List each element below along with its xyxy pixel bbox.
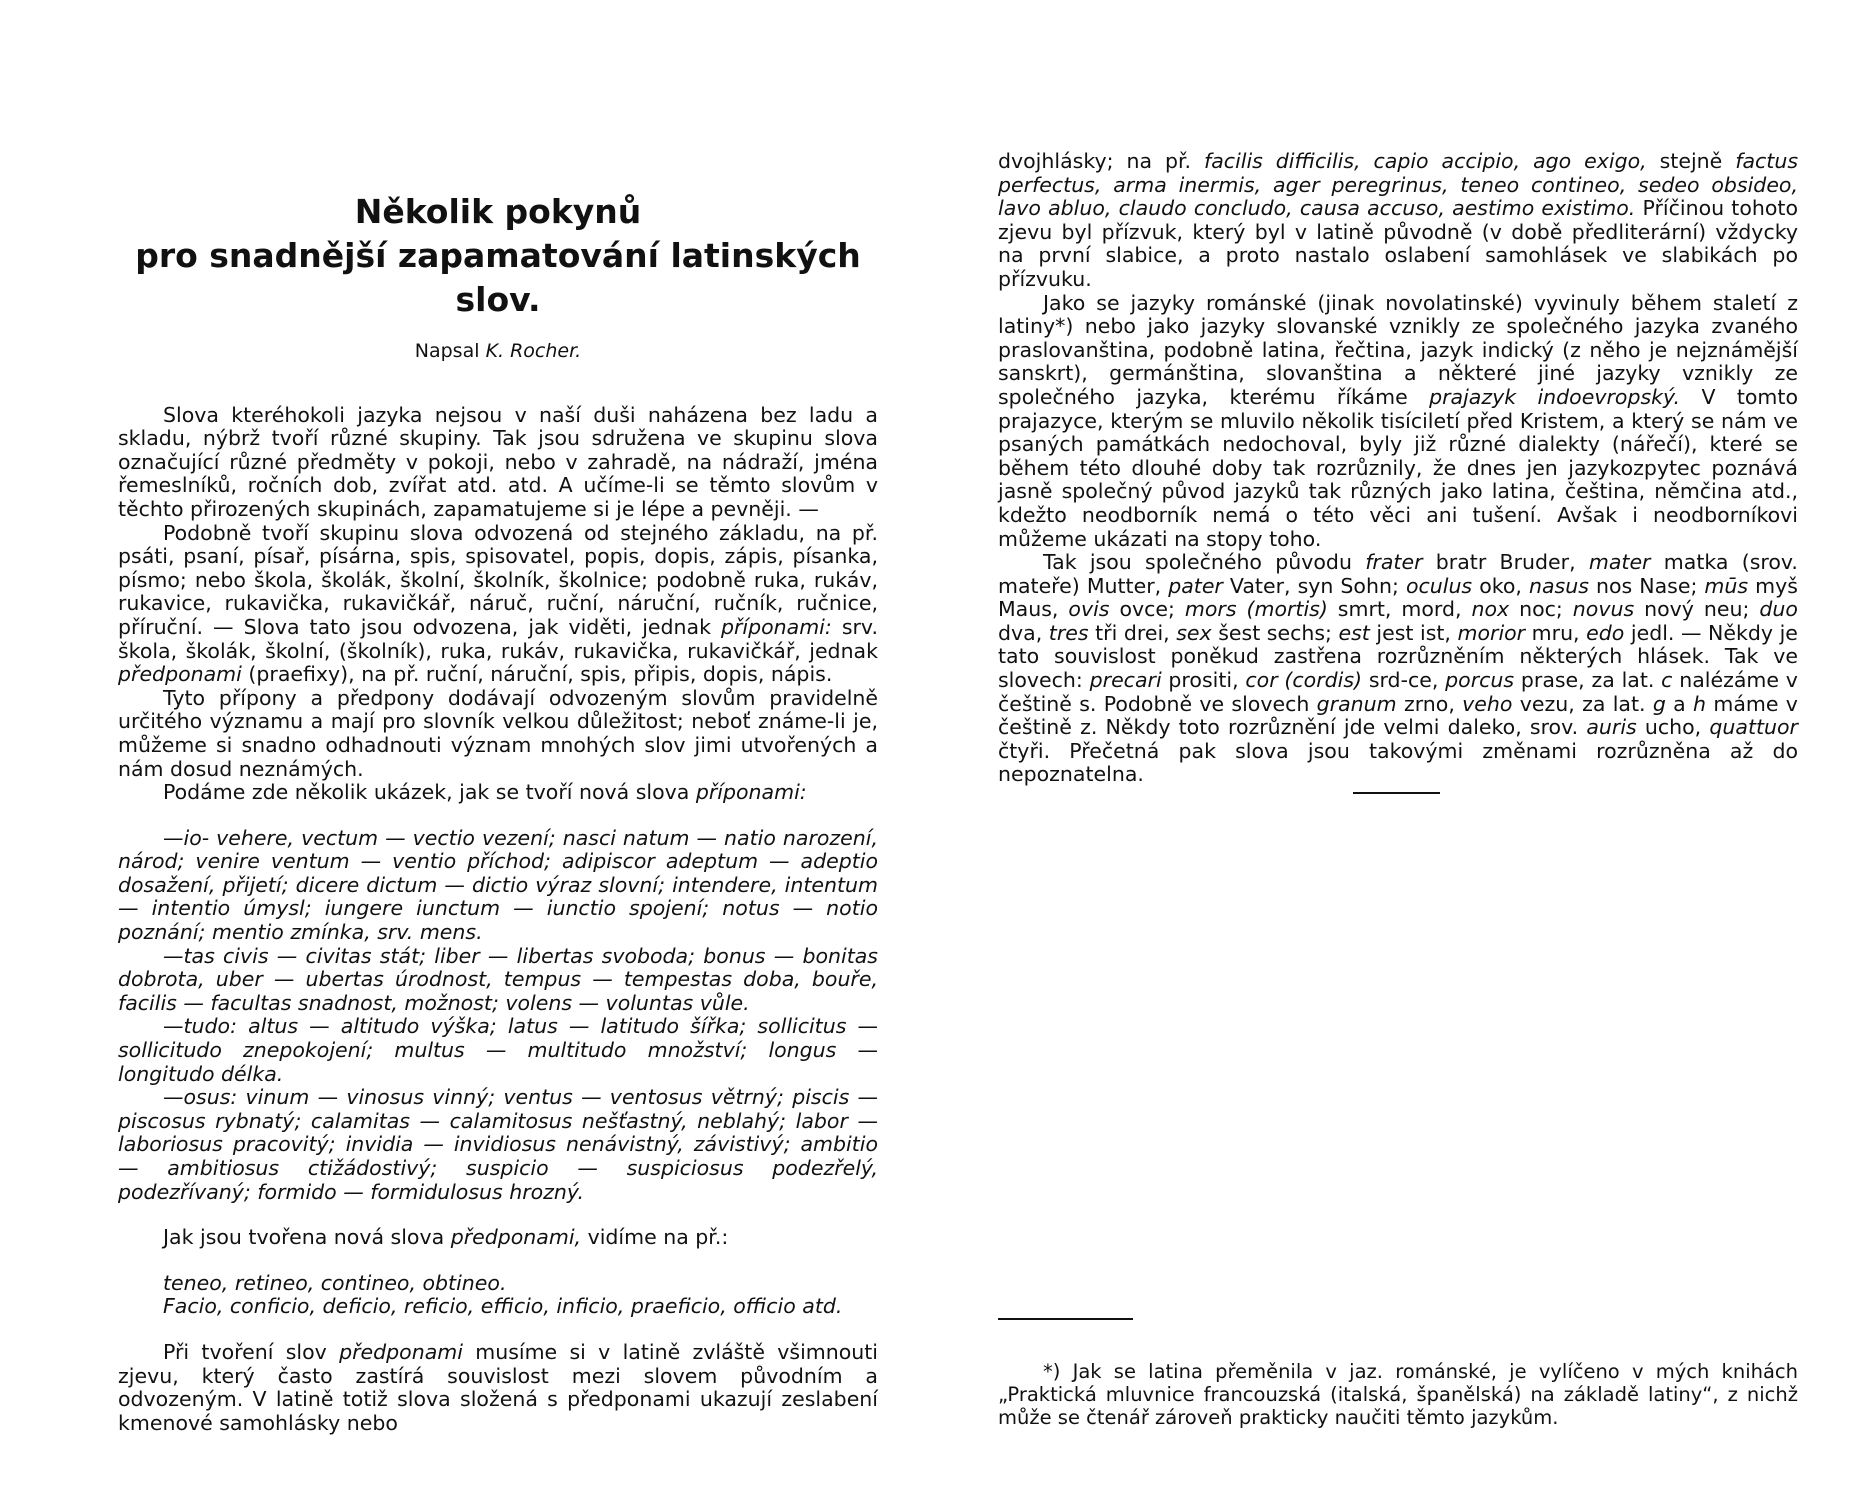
paragraph-3: Tyto přípony a předpony dodávají odvozeným slovům pravidelně určitého významu a mají pro slovník velkou důležitost; neboť známe-li je, můžeme si snadno odhadnouti význam mnohých slov jimi utvořených a nám dosud neznámých. (118, 685, 878, 781)
rp3-word: quattuor (1709, 715, 1798, 740)
paragraph-5-term: předponami (339, 1339, 463, 1364)
section-separator-rule (1353, 792, 1440, 794)
rp3-text: jest ist, (1376, 620, 1451, 645)
rp3-word: ovis (1068, 597, 1110, 622)
rp3-word: precari (1089, 668, 1162, 693)
rp3-word: edo (1586, 620, 1625, 645)
paragraph-4-term: příponami: (695, 780, 807, 805)
example-tas: —tas civis — civitas stát; liber — libertas svoboda; bonus — bonitas dobrota, uber — ubertas úrodnost, tempus — tempestas doba, bouře, facilis — facultas snadnost, možnost; volens — voluntas vůle. (118, 943, 878, 1015)
paragraph-2-text-c: (praefixy), na př. ruční, náruční, spis, připis, dopis, nápis. (248, 662, 833, 687)
title-line-1: Několik pokynů (354, 192, 642, 231)
right-paragraph-3 (998, 551, 1798, 787)
right-paragraph-2 (998, 292, 1798, 552)
rp3-text: šest sechs; (1218, 620, 1332, 645)
rp3-text: čtyři. Přečetná pak slova jsou takovými změnami rozrůzněna až do nepoznatelna. (998, 738, 1798, 787)
right-paragraph-1 (998, 150, 1798, 292)
rp3-text: máme v češtině z. Někdy toto rozrůznění jde velmi daleko, srov. (998, 691, 1798, 740)
rp3-word: est (1338, 620, 1370, 645)
rp3-word: sex (1176, 620, 1212, 645)
rp3-word: nasus (1529, 573, 1589, 598)
rp3-word: mūs (1704, 573, 1749, 598)
paragraph-2-text-a: Podobně tvoří skupinu slova odvozená od stejného základu, na př. psáti, psaní, písař, písárna, spis, spisovatel, popis, dopis, zápis, písanka, písmo; nebo škola, školák, školní, školník, školnice; podobně ruka, rukáv, rukavice, rukavička, rukavičkář, náruč, ruční, náruční, ručník, ručnice, příruční. — Slova tato jsou odvozena, jak viděti, jednak (118, 520, 878, 639)
rp3-text: zrno, (1403, 691, 1455, 716)
rp3-word: pater (1168, 573, 1223, 598)
rp3-word: c (1661, 668, 1673, 693)
rp3-word: nox (1471, 597, 1510, 622)
byline-prefix: Napsal (414, 340, 480, 362)
prefix-intro-text-b: vidíme na př.: (587, 1225, 729, 1250)
rp3-text: prase, za lat. (1520, 668, 1655, 693)
footnote: *) Jak se latina přeměnila v jaz. románské, je vylíčeno v mých knihách „Praktická mluvnice francouzská (italská, španělská) na základě latiny“, z nichž může se čtenář zároveň prakticky naučiti těmto jazykům. (998, 1359, 1798, 1429)
rp3-text: srd-ce, (1368, 668, 1439, 693)
prefix-example-2: Facio, conficio, deficio, reficio, efficio, inficio, praeficio, officio atd. (163, 1294, 843, 1319)
rp3-text: a (1673, 691, 1686, 716)
right-paragraph-1-text-a: dvojhlásky; na př. (998, 149, 1192, 173)
rp3-text: jedl. — Někdy je tato souvislost poněkud zastřena rozrůzněním některých hlásek. Tak ve slovech: (998, 620, 1798, 693)
example-tudo: —tudo: altus — altitudo výška; latus — latitudo šířka; sollicitus — sollicitudo znepokojení; multus — multitudo množství; longus — longitudo délka. (118, 1014, 878, 1086)
rp3-text: dva, (998, 620, 1043, 645)
right-paragraph-2-text-b: V tomto prajazyce, kterým se mluvilo několik tisíciletí před Kristem, a který se nám ve psaných památkách nedochoval, byly již různé dialekty (nářečí), které se během této dlouhé doby tak rozrůznily, že dnes jen jazykozpytec poznává jasně společný původ jazyků tak různých jako latina, čeština, němčina atd., kdežto neodborník nemá o této věci ani tušení. Avšak i neodborníkovi můžeme ukázati na stopy toho. (998, 384, 1798, 551)
rp3-word: mors (mortis) (1184, 597, 1328, 622)
prefix-intro-text-a: Jak jsou tvořena nová slova (163, 1225, 445, 1250)
prefix-example-1: teneo, retineo, contineo, obtineo. (163, 1270, 507, 1295)
paragraph-5-text-b: musíme si v latině zvláště všimnouti zjevu, který často zastírá souvislost mezi slovem původním a odvozeným. V latině totiž slova složená s předponami ukazují zeslabení kmenové samohlásky nebo (118, 1339, 878, 1435)
example-io: —io- vehere, vectum — vectio vezení; nasci natum — natio narození, národ; venire ventum — ventio příchod; adipiscor adeptum — adeptio dosažení, přijetí; dicere dictum — dictio výraz slovní; intendere, intentum — intentio úmysl; iungere iunctum — iunctio spojení; notus — notio poznání; mentio zmínka, srv. mens. (118, 825, 878, 945)
rp3-text: matka (srov. mateře) Mutter, (998, 550, 1798, 598)
rp3-text: bratr Bruder, (1435, 550, 1576, 575)
article-title (118, 190, 878, 322)
paragraph-1: Slova kteréhokoli jazyka nejsou v naší duši naházena bez ladu a skladu, nýbrž tvoří různé skupiny. Tak jsou sdružena ve skupinu slova označující různé předměty v pokoji, nebo v zahradě, na nádraží, jména řemeslníků, ročních dob, zvířat atd. atd. A učíme-li se těmto slovům v těchto přirozených skupinách, zapamatujeme si je lépe a pevněji. — (118, 402, 878, 521)
rp3-word: morior (1457, 620, 1526, 645)
rp3-text: Vater, syn Sohn; (1229, 573, 1399, 598)
example-osus: —osus: vinum — vinosus vinný; ventus — ventosus větrný; piscis — piscosus rybnatý; calamitas — calamitosus nešťastný, neblahý; labor — laboriosus pracovitý; invidia — invidiosus nenávistný, závistivý; ambitio — ambitiosus ctižádostivý; suspicio — suspiciosus podezřelý, podezřívaný; formido — formidulosus hrozný. (118, 1085, 878, 1204)
rp3-text: noc; (1519, 597, 1563, 622)
rp3-word: mater (1588, 550, 1651, 575)
rp3-word: granum (1316, 691, 1397, 716)
rp3-text: myš Maus, (998, 573, 1798, 622)
rp3-text: tři drei, (1095, 620, 1170, 645)
rp3-word: veho (1462, 691, 1513, 716)
rp3-text: oko, (1479, 573, 1522, 598)
paragraph-2-term-b: předponami (118, 662, 242, 687)
rp3-word: oculus (1405, 573, 1473, 598)
rp3-text: nos Nase; (1595, 573, 1698, 598)
rp3-text: prositi, (1168, 668, 1239, 693)
paragraph-5 (118, 1341, 878, 1435)
rp3-word: h (1693, 691, 1707, 716)
rp3-word: auris (1586, 715, 1637, 740)
paragraph-4-text: Podáme zde několik ukázek, jak se tvoří nová slova (163, 780, 690, 805)
rp3-text: mru, (1531, 620, 1580, 645)
footnote-rule (998, 1318, 1133, 1320)
rp3-word: novus (1572, 597, 1635, 622)
rp3-word: porcus (1445, 668, 1515, 693)
right-column (998, 150, 1798, 787)
rp3-word: cor (cordis) (1245, 668, 1363, 693)
right-paragraph-1-text-c: Příčinou tohoto zjevu byl přízvuk, který byl v latině původně (v době předliterární) vždycky na první slabice, a proto nastalo oslabení samohlásek ve slabikách po přízvuku. (998, 196, 1798, 291)
rp3-word: duo (1759, 597, 1798, 622)
prefix-intro (118, 1226, 878, 1250)
title-line-2: pro snadnější zapamatování latinských slov. (135, 236, 861, 319)
rp3-text: nový neu; (1644, 597, 1750, 622)
rp3-word: g (1652, 691, 1666, 716)
rp3-text: ovce; (1119, 597, 1175, 622)
paragraph-2-text-b: srv. škola, školák, školní, (školník), ruka, rukáv, rukavička, rukavičkář, jednak (118, 614, 878, 663)
rp3-text: smrt, mord, (1337, 597, 1462, 622)
rp3-word: tres (1048, 620, 1089, 645)
right-paragraph-2-term: prajazyk indoevropský. (1429, 384, 1681, 409)
rp3-text: ucho, (1644, 715, 1702, 740)
author-name: K. Rocher. (485, 340, 582, 362)
rp3-word: frater (1365, 550, 1423, 575)
byline (118, 340, 878, 364)
prefix-intro-term: předponami, (450, 1225, 582, 1250)
right-paragraph-1-examples-b: factus perfectus, arma inermis, ager peregrinus, teneo contineo, sedeo obsideo, lavo abluo, claudo concludo, causa accuso, aestimo existimo. (998, 149, 1798, 221)
paragraph-5-text-a: Při tvoření slov (163, 1339, 327, 1364)
rp3-text: vezu, za lat. (1519, 691, 1646, 716)
paragraph-2 (118, 522, 878, 687)
right-paragraph-1-examples-a: facilis difficilis, capio accipio, ago exigo, (1204, 149, 1647, 173)
right-paragraph-1-text-b: stejně (1659, 149, 1723, 173)
right-paragraph-2-text-a: Jako se jazyky románské (jinak novolatinské) vyvinuly během staletí z latiny*) nebo jako jazyky slovanské vznikly ze společného jazyka zvaného praslovanština, podobně latina, řečtina, jazyk indický (z něho je nejznámější sanskrt), germánština, slovanština a některé jiné jazyky vznikly ze společného jazyka, kterému říkáme (998, 290, 1798, 409)
rp3-text: Tak jsou společného původu (1043, 550, 1352, 575)
left-column (118, 190, 878, 1435)
paragraph-2-term-a: příponami: (720, 614, 832, 639)
rp3-text: nalézáme v češtině s. Podobně ve slovech (998, 668, 1798, 716)
paragraph-4 (118, 781, 878, 805)
